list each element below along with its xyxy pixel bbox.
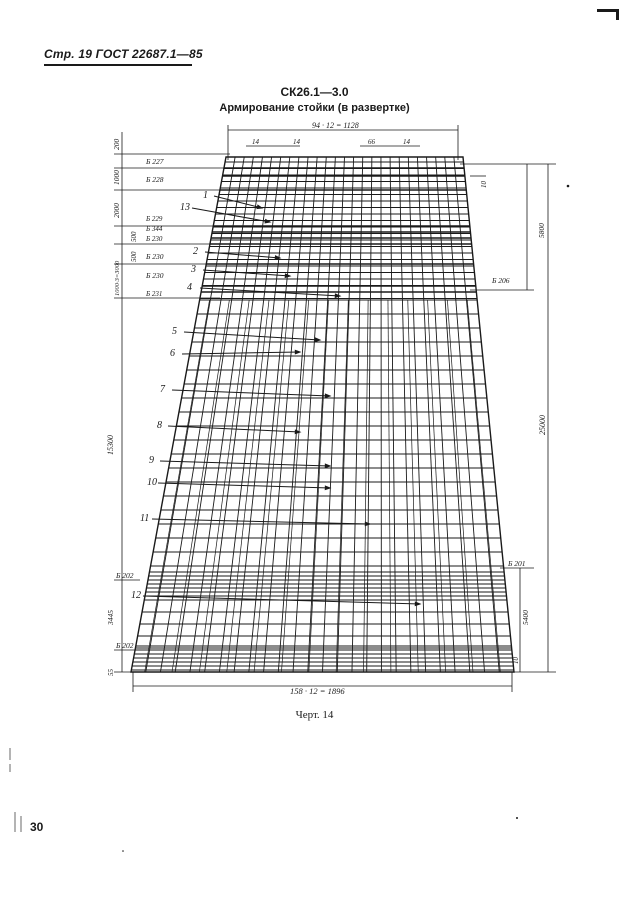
position-number: 2 [193,246,198,257]
mesh-grid [131,157,513,672]
label-b230b: Б 230 [146,252,164,261]
leader-line [158,483,330,488]
top-width-dim: 94 · 12 = 1128 [312,121,359,130]
leader-line [172,390,330,396]
label-b228: Б 228 [146,175,164,184]
left-dim-200: 200 [112,138,121,150]
label-b231: Б 231 [146,290,163,298]
arrow-head [335,294,340,297]
left-dim-3445: 3445 [106,610,115,625]
figure-caption: Черт. 14 [295,709,334,721]
right-dim-10b: 10 [512,657,520,664]
mesh-bar [417,157,440,672]
position-number: 10 [147,477,157,488]
right-dim-10a: 10 [480,181,488,188]
label-b230a: Б 230 [146,235,163,243]
mesh-bar [219,157,280,672]
left-dim-55: 55 [107,669,115,676]
mesh-bar [337,157,353,672]
mesh-bar [323,157,345,672]
position-number: 1 [203,190,208,201]
label-b230c: Б 230 [146,271,164,280]
mesh-bar [399,157,411,672]
top-small-dim-2: 14 [293,138,300,146]
top-dimension [228,125,458,160]
speck-mark [567,185,570,188]
position-number: 4 [187,282,192,293]
arrow-head [265,219,270,222]
arrow-head [325,464,330,467]
right-dim-25000: 25000 [538,415,547,435]
position-number: 6 [170,348,175,359]
drawing-subtitle: Армирование стойки (в развертке) [219,102,410,114]
position-number: 7 [160,384,165,395]
arrow-head [415,602,420,605]
drawing-title: СК26.1—3.0 [280,85,349,99]
top-small-dim-1: 14 [252,138,259,146]
page-header: Стр. 19 ГОСТ 22687.1—85 [44,47,203,61]
top-small-dim-3: 66 [368,138,375,146]
label-b206: Б 206 [492,276,510,285]
left-dim-500a: 500 [130,231,138,242]
label-b202a: Б 202 [116,571,134,580]
top-small-dim-4: 14 [403,138,410,146]
mesh-bar [160,157,244,672]
label-b202b: Б 202 [116,641,134,650]
mesh-bar [367,157,372,672]
leader-line [182,352,300,354]
speck-mark [516,817,518,819]
position-arrows [143,196,420,606]
leader-line [192,208,270,222]
mesh-bar [264,157,308,672]
mesh-bar [390,157,396,672]
mesh-bar [249,157,299,672]
arrow-head [325,486,330,489]
position-number: 12 [131,590,141,601]
arrow-head [295,350,300,353]
arrow-head [365,522,370,525]
mesh-bar [454,157,499,672]
arrow-head [315,338,320,341]
label-b227: Б 227 [146,157,164,166]
leader-line [160,461,330,466]
mesh-bar [190,157,263,672]
right-dim-5800: 5800 [537,223,546,238]
arrow-head [325,394,330,397]
position-number: 9 [149,455,154,466]
page-number: 30 [30,820,44,834]
left-dim-3000: 1000·3=3000 [114,260,121,296]
position-number: 13 [180,202,190,213]
label-b201: Б 201 [508,559,526,568]
left-dim-500b: 500 [130,251,138,262]
left-dim-15300: 15300 [106,435,115,455]
position-number: 11 [140,513,150,524]
arrow-head [257,205,262,208]
arrow-head [285,274,290,277]
mesh-bar [352,157,363,672]
right-dim-5400: 5400 [521,610,530,625]
left-dim-2000: 2000 [112,203,121,218]
position-number: 8 [157,420,162,431]
left-dim-1000: 1000 [112,170,121,185]
speck-mark [122,850,124,852]
position-number: 5 [172,326,177,337]
position-number: 3 [191,264,196,275]
margin-tick-marks [10,748,21,832]
bottom-width-dim: 158 · 12 = 1896 [290,686,345,696]
label-b344: Б 344 [146,225,163,233]
label-b229: Б 229 [146,215,163,223]
